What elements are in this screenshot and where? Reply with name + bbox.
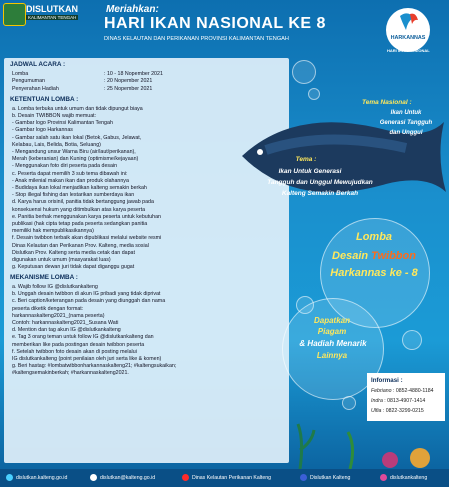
jadwal-heading: JADWAL ACARA : — [10, 61, 66, 68]
mekanisme-heading: MEKANISME LOMBA : — [10, 274, 78, 282]
contact-phone[interactable]: : 0822-3299-0215 — [382, 408, 424, 414]
lomba-line: Harkannas ke - 8 — [330, 267, 418, 279]
footer-link[interactable]: dislutkankalteng — [390, 475, 428, 481]
jadwal-row-value: : 20 Nopember 2021 — [104, 78, 153, 85]
ketentuan-line: - Gambar logo Harkannas — [12, 127, 73, 134]
globe-icon — [6, 474, 13, 481]
ketentuan-line: - Mengandung unsur Warna Biru (air/laut/perikanan), — [12, 149, 136, 155]
ketentuan-line: e. Panitia berhak menggunakan karya peserta untuk kebutuhan — [12, 213, 162, 220]
ketentuan-line: digunakan untuk umum (masyarakat luas) — [12, 257, 111, 263]
hadiah-line: Dapatkan — [313, 316, 350, 325]
ketentuan-line: - Gambar logo Provinsi Kalimantan Tengah — [12, 120, 113, 127]
mekanisme-line: c. Beri caption/keterangan pada desain yang diunggah dan nama — [12, 298, 166, 305]
brand-name: DISLUTKAN — [26, 4, 78, 14]
mekanisme-line: f. Setelah twibbon foto desain akan di posting melalui — [12, 348, 137, 355]
ketentuan-line: - Menggunakan foto diri peserta pada desain — [12, 163, 118, 170]
ketentuan-line: publikasi (hak cipta tetap pada peserta sedangkan panitia — [12, 221, 148, 227]
ketentuan-line: - Stop illegal fishing dan lestarikan sumberdaya ikan — [12, 192, 135, 199]
mail-icon — [90, 474, 97, 481]
ketentuan-line: Kelabau, Lais, Belida, Botia, Seluang) — [12, 141, 101, 148]
tema-label: Tema : — [295, 156, 317, 163]
footer-bar — [0, 469, 449, 487]
hadiah-line: & Hadiah Menarik — [299, 339, 367, 348]
harkannas-logo-icon — [386, 8, 430, 52]
harkannas-logo-subtitle: HARI IKAN NASIONAL — [387, 48, 430, 53]
jadwal-row-label: Lomba — [12, 71, 29, 77]
facebook-icon — [300, 474, 307, 481]
footer-link[interactable]: Dinas Kelautan Perikanan Kalteng — [192, 475, 272, 481]
contact-phone[interactable]: : 0852-4880-1184 — [392, 388, 434, 394]
page-subtitle: DINAS KELAUTAN DAN PERIKANAN PROVINSI KALIMANTAN TENGAH — [104, 36, 289, 42]
coral-decoration — [290, 420, 449, 469]
tema-line: Tangguh dan Unggul Mewujudkan — [267, 179, 373, 186]
contact-info-box — [367, 373, 445, 421]
ketentuan-line: memiliki hak mempublikasikannya) — [12, 228, 94, 235]
mekanisme-line: a. Wajib follow IG @dislutkankalteng — [12, 284, 98, 290]
meriahkan-label: Meriahkan: — [106, 4, 159, 15]
mekanisme-line: #kaltengsemakinberkah; #harkannaskalteng2021. — [12, 370, 129, 377]
ketentuan-line: - Budidaya ikan lokal menjadikan kalteng semakin berkah — [12, 185, 147, 191]
tema-line: Kalteng Semakin Berkah — [281, 190, 359, 197]
ketentuan-line: konsekuensi hukum yang ditimbulkan atas karya peserta — [12, 206, 146, 213]
tema-nasional-label: Tema Nasional : — [362, 99, 412, 106]
lomba-line-a: Desain — [332, 250, 372, 262]
fish-icon — [236, 100, 449, 216]
ketentuan-line: d. Karya harus orisinil, panitia tidak bertanggung jawab pada — [12, 199, 154, 206]
mekanisme-line: peserta diketik dengan format: — [12, 305, 84, 312]
mekanisme-line: Contoh: harkannaskalteng2021_Susana Wati — [12, 320, 119, 326]
bubble-decoration — [402, 330, 422, 350]
tema-nasional-line: dan Unggul — [389, 130, 423, 136]
ketentuan-line: f. Desain twibbon terbaik akan dipublikasi melalui website resmi — [12, 235, 162, 242]
harkannas-logo-text: HARKANNAS — [390, 35, 426, 41]
contact-row — [371, 408, 424, 414]
youtube-icon — [182, 474, 189, 481]
lomba-line: Lomba — [355, 231, 393, 243]
contact-phone[interactable]: : 0813-4907-1414 — [384, 398, 426, 404]
tema-nasional-line: Ikan Untuk — [390, 110, 422, 116]
jadwal-row-label: Pengumuman — [12, 78, 45, 85]
mekanisme-line: b. Unggah desain twibbon di akun IG pribadi yang tidak diprivat — [12, 291, 161, 298]
bubble-decoration — [292, 60, 316, 84]
contact-row — [371, 398, 425, 404]
contact-heading: Informasi : — [371, 377, 403, 384]
ketentuan-line: g. Keputusan dewan juri tidak dapat diganggu gugat — [12, 264, 135, 271]
ketentuan-line: a. Lomba terbuka untuk umum dan tidak dipungut biaya — [12, 105, 143, 112]
tema-nasional-line: Generasi Tangguh — [379, 120, 433, 126]
ketentuan-line: c. Peserta dapat memilih 3 sub tema dibawah ini: — [12, 170, 128, 177]
contact-name: Febriano — [371, 388, 392, 394]
bubble-decoration — [308, 88, 320, 100]
mekanisme-line: d. Mention dan tag akun IG @dislutkankalteng — [12, 327, 121, 334]
contact-name: Ulfia — [371, 408, 382, 414]
poster-header — [0, 0, 449, 56]
brand-subtitle: KALIMANTAN TENGAH — [28, 15, 77, 20]
ketentuan-line: - Anak milenial makan ikan dan produk olahannya — [12, 177, 129, 184]
jadwal-row-value: : 25 Nopember 2021 — [104, 85, 153, 92]
hadiah-line: Piagam — [317, 327, 347, 336]
ketentuan-line: Merah (keberanian) dan Kuning (optimisme/kejayaan) — [12, 156, 139, 163]
ketentuan-heading: KETENTUAN LOMBA : — [10, 96, 79, 104]
footer-link[interactable]: dislutkan.kalteng.go.id — [16, 475, 68, 481]
hadiah-line: Lainnya — [316, 351, 348, 360]
contact-row — [371, 388, 434, 394]
mekanisme-line: memberikan like pada postingan desain twibbon peserta — [12, 341, 145, 348]
tema-line: Ikan Untuk Generasi — [278, 168, 342, 175]
instagram-icon — [380, 474, 387, 481]
contact-name: Indra — [371, 398, 383, 404]
footer-link[interactable]: Dislutkan Kalteng — [310, 475, 351, 481]
ketentuan-line: b. Desain TWIBBON wajib memuat: — [12, 113, 97, 119]
mekanisme-line: e. Tag 3 orang teman untuk follow IG @dislutkankalteng dan — [12, 334, 154, 341]
ketentuan-line: Dislutkan Prov. Kalteng serta media cetak dan dapat — [12, 249, 135, 256]
jadwal-row-label: Penyerahan Hadiah — [12, 85, 59, 92]
footer-link[interactable]: dislutkan@kalteng.go.id — [100, 475, 156, 481]
page-title: HARI IKAN NASIONAL KE 8 — [104, 15, 326, 32]
mekanisme-line: g. Beri hastag: #lombatwibbonharkannaskalteng21; #kaltengsukaikan; — [12, 363, 177, 370]
mekanisme-line: harkannaskalteng2021_(nama peserta) — [12, 312, 105, 319]
lomba-line-twibbon: Twibbon — [371, 250, 416, 262]
jadwal-row-value: : 10 - 18 Nopember 2021 — [104, 71, 163, 77]
kalteng-logo-icon — [3, 3, 26, 26]
lomba-line — [310, 250, 438, 262]
ketentuan-line: Dinas Kelautan dan Perikanan Prov. Kalteng, media sosial — [12, 242, 149, 249]
mekanisme-line: IG dislutkankalteng (point penilaian oleh juri serta like & komen) — [12, 356, 162, 362]
ketentuan-line: - Gambar salah satu ikan lokal (Betok, Gabus, Jelawat, — [12, 134, 142, 141]
